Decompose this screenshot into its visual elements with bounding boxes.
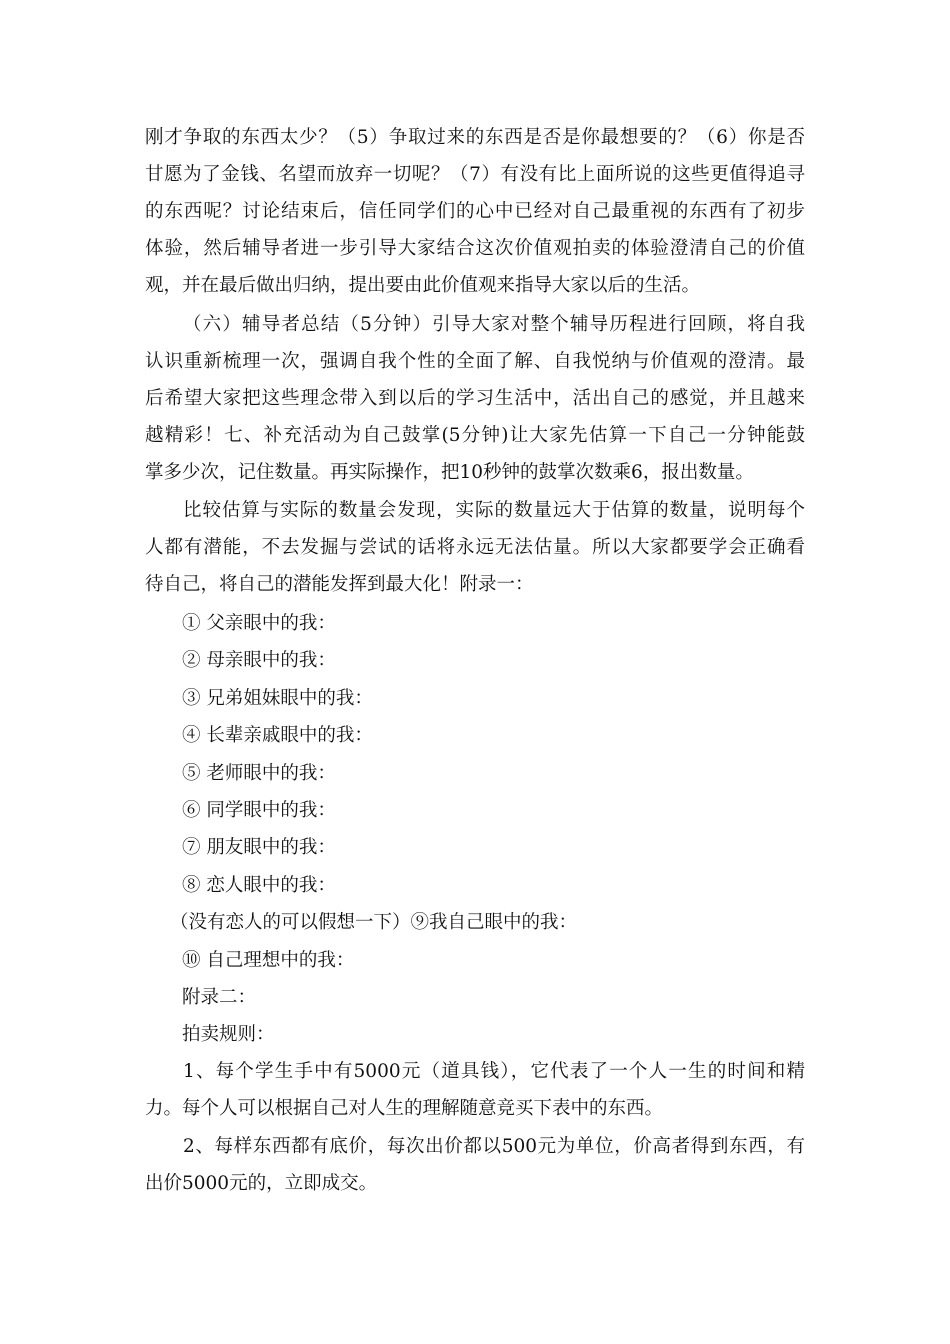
appendix1-item: ⑤ 老师眼中的我： xyxy=(182,763,336,784)
paragraph-discussion xyxy=(145,119,805,304)
text-line: 的东西呢？讨论结束后，信任同学们的心中已经对自己最重视的东西有了初步 xyxy=(145,201,805,222)
rules-title: 拍卖规则： xyxy=(182,1024,275,1045)
rule-1 xyxy=(145,1053,805,1127)
appendix2-title: 附录二： xyxy=(182,987,257,1008)
text-line: 体验，然后辅导者进一步引导大家结合这次价值观拍卖的体验澄清自己的价值 xyxy=(145,238,805,259)
appendix1-item: ⑦ 朋友眼中的我： xyxy=(182,837,336,858)
text-line: 2、每样东西都有底价，每次出价都以500元为单位，价高者得到东西，有 xyxy=(183,1136,805,1157)
text-line: 待自己，将自己的潜能发挥到最大化！附录一： xyxy=(145,574,534,595)
appendix1-item: ① 父亲眼中的我： xyxy=(182,613,336,634)
rule-2 xyxy=(145,1128,805,1202)
appendix1-item: ⑥ 同学眼中的我： xyxy=(182,800,336,821)
text-line: 掌多少次，记住数量。再实际操作，把10秒钟的鼓掌次数乘6，报出数量。 xyxy=(145,462,754,483)
text-line: 认识重新梳理一次，强调自我个性的全面了解、自我悦纳与价值观的澄清。最 xyxy=(145,351,805,372)
text-line: 刚才争取的东西太少？（5）争取过来的东西是否是你最想要的？（6）你是否 xyxy=(145,127,805,148)
text-line: 人都有潜能，不去发掘与尝试的话将永远无法估量。所以大家都要学会正确看 xyxy=(145,537,805,558)
paragraph-summary xyxy=(145,306,805,491)
text-line: 后希望大家把这些理念带入到以后的学习生活中，活出自己的感觉，并且越来 xyxy=(145,388,805,409)
appendix1-item: ② 母亲眼中的我： xyxy=(182,650,336,671)
text-line: 比较估算与实际的数量会发现，实际的数量远大于估算的数量，说明每个 xyxy=(183,500,805,521)
text-line: 甘愿为了金钱、名望而放弃一切呢？（7）有没有比上面所说的这些更值得追寻 xyxy=(145,164,805,185)
appendix1-item: ⑩ 自己理想中的我： xyxy=(182,950,355,971)
text-line: 越精彩！七、补充活动为自己鼓掌(5分钟)让大家先估算一下自己一分钟能鼓 xyxy=(145,425,805,446)
text-line: 出价5000元的，立即成交。 xyxy=(145,1173,378,1194)
paragraph-potential xyxy=(145,492,805,603)
text-line: 观，并在最后做出归纳，提出要由此价值观来指导大家以后的生活。 xyxy=(145,275,701,296)
text-line: （六）辅导者总结（5分钟）引导大家对整个辅导历程进行回顾，将自我 xyxy=(183,314,805,335)
appendix1-item: ③ 兄弟姐妹眼中的我： xyxy=(182,688,373,709)
text-line: 1、每个学生手中有5000元（道具钱），它代表了一个人一生的时间和精 xyxy=(183,1061,805,1082)
text-line: 力。每个人可以根据自己对人生的理解随意竞买下表中的东西。 xyxy=(145,1098,664,1119)
appendix1-item: ④ 长辈亲戚眼中的我： xyxy=(182,725,373,746)
appendix1-note: （没有恋人的可以假想一下）⑨我自己眼中的我： xyxy=(170,912,578,933)
appendix1-item: ⑧ 恋人眼中的我： xyxy=(182,875,336,896)
